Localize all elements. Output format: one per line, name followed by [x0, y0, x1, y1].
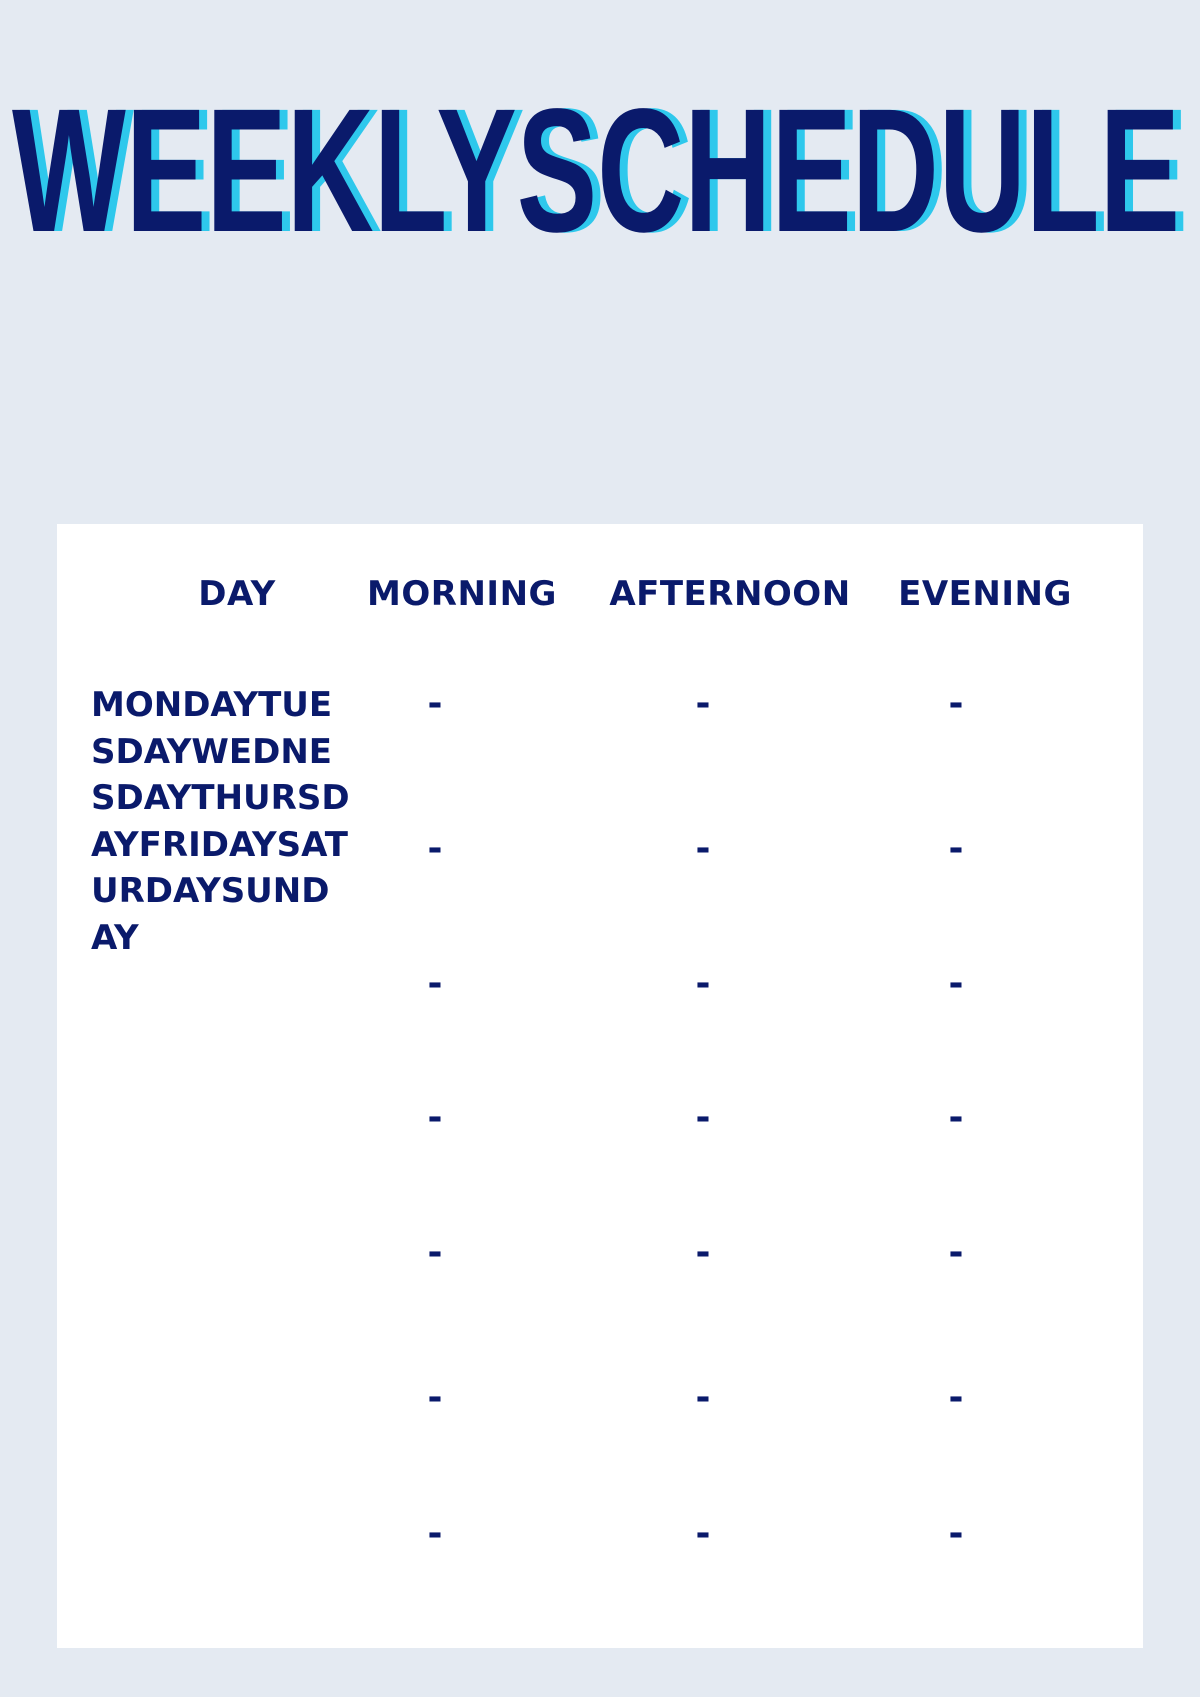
schedule-cell-morning: - [427, 963, 443, 1004]
page-title [0, 70, 1200, 260]
header-morning: MORNING [367, 574, 557, 614]
schedule-cell-afternoon: - [695, 1513, 711, 1554]
schedule-cell-afternoon: - [695, 828, 711, 869]
schedule-cell-evening: - [948, 1232, 964, 1273]
schedule-cell-morning: - [427, 1232, 443, 1273]
schedule-card [57, 524, 1143, 1648]
header-afternoon: AFTERNOON [609, 574, 851, 614]
schedule-cell-afternoon: - [695, 683, 711, 724]
schedule-cell-morning: - [427, 1513, 443, 1554]
schedule-cell-evening: - [948, 683, 964, 724]
title-shadow-text: WEEKLYSCHEDULE [20, 73, 1188, 260]
header-evening: EVENING [898, 574, 1072, 614]
schedule-cell-evening: - [948, 963, 964, 1004]
days-list: MONDAYTUESDAYWEDNESDAYTHURSDAYFRIDAYSATURDAYSUNDAY [91, 685, 350, 958]
schedule-cell-morning: - [427, 683, 443, 724]
schedule-cell-afternoon: - [695, 963, 711, 1004]
schedule-cell-morning: - [427, 1097, 443, 1138]
schedule-cell-evening: - [948, 828, 964, 869]
header-day: DAY [198, 574, 276, 614]
schedule-cell-evening: - [948, 1513, 964, 1554]
schedule-cell-morning: - [427, 828, 443, 869]
title-text: WEEKLYSCHEDULE [12, 73, 1180, 260]
schedule-cell-morning: - [427, 1377, 443, 1418]
title-graphic [0, 70, 1200, 260]
schedule-cell-evening: - [948, 1377, 964, 1418]
schedule-cell-afternoon: - [695, 1097, 711, 1138]
schedule-cell-afternoon: - [695, 1377, 711, 1418]
schedule-cell-afternoon: - [695, 1232, 711, 1273]
schedule-cell-evening: - [948, 1097, 964, 1138]
